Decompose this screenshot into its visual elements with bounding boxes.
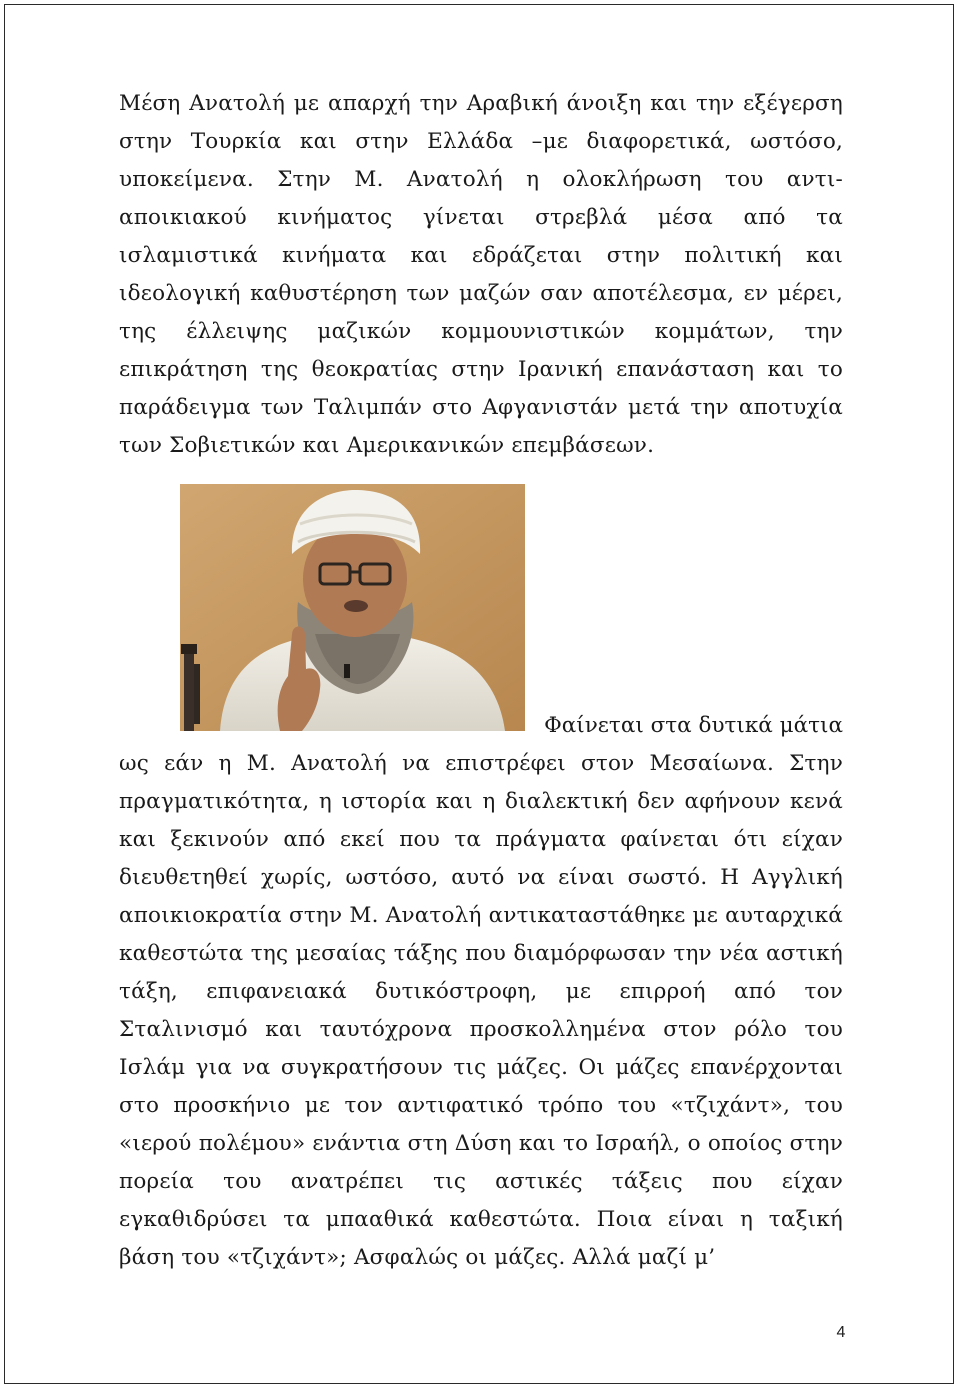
- paragraph-1: [119, 85, 843, 465]
- portrait-photo: [180, 484, 525, 731]
- caption-start: Φαίνεται στα δυτικά μάτια: [544, 713, 843, 738]
- portrait-photo-illustration: [180, 484, 525, 731]
- page-number: 4: [836, 1324, 846, 1341]
- paragraph-2: [119, 745, 843, 1277]
- paragraph-1-text: Μέση Ανατολή με απαρχή την Αραβική άνοιξη και την εξέγερση στην Τουρκία και στην Ελλάδα –με διαφορετικά, ωστόσο, υποκείμενα. Στην Μ. Ανατολή η ολοκλήρωση του αντι-αποικιακού κινήματος γίνεται στρεβλά μέσα από τα ισλαμιστικά κινήματα και εδράζεται στην πολιτική και ιδεολογική καθυστέρηση των μαζών σαν αποτέλεσμα, εν μέρει, της έλλειψης μαζικών κομμουνιστικών κομμάτων, την επικράτηση της θεοκρατίας στην Ιρανική επανάσταση και το παράδειγμα των Ταλιμπάν στο Αφγανιστάν μετά την αποτυχία των Σοβιετικών και Αμερικανικών επεμβάσεων.: [119, 91, 843, 458]
- paragraph-2-text: ως εάν η Μ. Ανατολή να επιστρέφει στον Μεσαίωνα. Στην πραγματικότητα, η ιστορία και η διαλεκτική δεν αφήνουν κενά και ξεκινούν από εκεί που τα πράγματα φαίνεται ότι είχαν διευθετηθεί χωρίς, ωστόσο, αυτό να είναι σωστό. Η Αγγλική αποικιοκρατία στην Μ. Ανατολή αντικαταστάθηκε με αυταρχικά καθεστώτα της μεσαίας τάξης που διαμόρφωσαν την νέα αστική τάξη, επιφανειακά δυτικόστροφη, με επιρροή από τον Σταλινισμό και ταυτόχρονα προσκολλημένα στον ρόλο του Ισλάμ για να συγκρατήσουν τις μάζες. Οι μάζες επανέρχονται στο προσκήνιο με τον αντιφατικό τρόπο του «τζιχάντ», του «ιερού πολέμου» ενάντια στη Δύση και το Ισραήλ, ο οποίος στην πορεία του ανατρέπει τις αστικές τάξεις που είχαν εγκαθιδρύσει τα μπααθικά καθεστώτα. Ποια είναι η ταξική βάση του «τζιχάντ»; Ασφαλώς οι μάζες. Αλλά μαζί μ’: [119, 751, 843, 1270]
